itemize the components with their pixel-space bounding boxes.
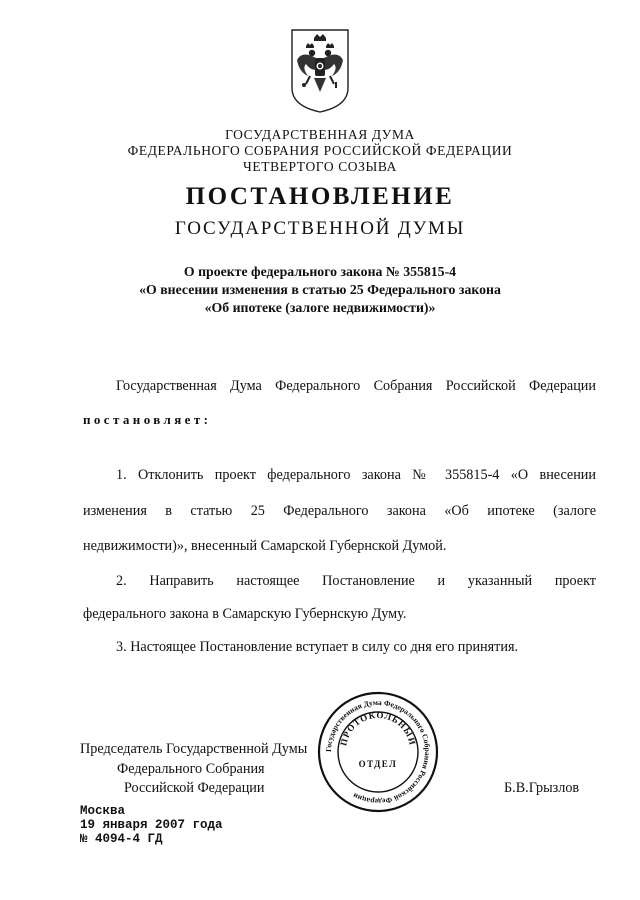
subject-line-3: «Об ипотеке (залоге недвижимости)» [204,300,436,315]
paragraph-1-line-3: недвижимости)», внесенный Самарской Губернской Думой. [83,538,447,554]
document-type-title: ПОСТАНОВЛЕНИЕ [185,183,455,210]
org-line-2: ФЕДЕРАЛЬНОГО СОБРАНИЯ РОССИЙСКОЙ ФЕДЕРАЦИИ [127,143,513,158]
signer-title-line-1: Председатель Государственной Думы [80,741,308,757]
registration-number: № 4094-4 ГД [80,832,163,846]
paragraph-1-line-2: изменения в статью 25 Федерального закона «Об ипотеке (залоге [83,503,596,519]
document-subtype-title: ГОСУДАРСТВЕННОЙ ДУМЫ [174,218,466,239]
paragraph-3-line-1: 3. Настоящее Постановление вступает в силу со дня его принятия. [116,639,519,655]
org-line-3: ЧЕТВЕРТОГО СОЗЫВА [243,159,397,174]
subject-line-1: О проекте федерального закона № 355815-4 [183,264,457,279]
stamp-center-text: ОТДЕЛ [358,759,398,769]
stamp-inner-text: ПРОТОКОЛЬНЫЙ [338,709,418,747]
paragraph-2-line-1: 2. Направить настоящее Постановление и указанный проект [116,573,596,589]
signer-title-line-2: Федерального Собрания [117,761,265,777]
signer-title-line-3: Российской Федерации [124,780,265,796]
preamble: Государственная Дума Федерального Собрания Российской Федерации [116,378,596,394]
decides-word: постановляет: [83,412,212,427]
paragraph-1-line-1: 1. Отклонить проект федерального закона № 355815-4 «О внесении [116,467,596,483]
official-stamp [316,690,440,814]
city: Москва [80,804,126,818]
paragraph-2-line-2: федерального закона в Самарскую Губернскую Думу. [83,606,407,622]
subject-line-2: «О внесении изменения в статью 25 Федерального закона [139,282,501,297]
date: 19 января 2007 года [80,818,223,832]
stamp-outer-text: Государственная Дума Федерального Собрания Российской Федерации [323,697,433,807]
coat-of-arms-emblem-icon [288,26,352,114]
signer-name: Б.В.Грызлов [504,780,580,796]
org-line-1: ГОСУДАРСТВЕННАЯ ДУМА [225,127,415,142]
